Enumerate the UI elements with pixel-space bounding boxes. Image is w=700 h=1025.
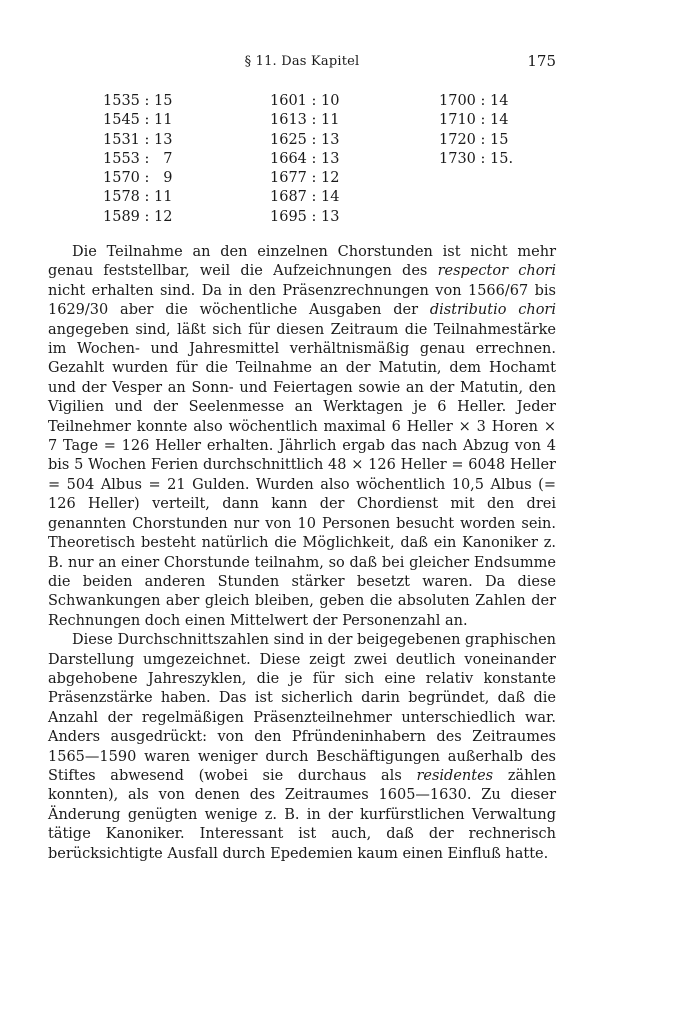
page-number: 175 (527, 52, 556, 70)
table-cell: 1695 : 13 (270, 208, 340, 225)
text-run: angegeben sind, läßt sich für diesen Zeitraum die Teilnahmestärke im Wochen- und Jahresmittel verhältnismäßig genau errechnen. Gezahlt wurden für die Teilnahme an der Matutin, dem Hochamt und der Vesper an Sonn- und Feiertagen sowie an der Matutin, den Vigilien und der Seelenmesse an Werktagen je 6 Heller. Jeder Teilnehmer konnte also wöchentlich maximal 6 Heller × 3 Horen × 7 Tage = 126 Heller erhalten. Jährlich ergab das nach Abzug von 4 bis 5 Wochen Ferien durchschnittlich 48 × 126 Heller = 6048 Heller = 504 Albus = 21 Gulden. Wurden also wöchentlich 10,5 Albus (= 126 Heller) verteilt, dann kann der Chordienst mit den drei genannten Chorstunden nur von 10 Personen besucht worden sein. Theoretisch besteht natürlich die Möglichkeit, daß ein Kanoniker z. B. nur an einer Chorstunde teilnahm, so daß bei gleicher Endsumme die beiden anderen Stunden stärker besetzt waren. Da diese Schwankungen aber gleich bleiben, geben die absoluten Zahlen der Rechnungen doch einen Mittelwert der Personenzahl an. (48, 321, 556, 629)
table-cell: 1531 : 13 (103, 131, 173, 148)
table-cell: 1613 : 11 (270, 112, 340, 129)
table-cell: 1687 : 14 (270, 189, 340, 206)
table-cell: 1677 : 12 (270, 170, 340, 187)
table-cell: 1720 : 15 (439, 131, 509, 148)
table-cell: 1730 : 15. (439, 150, 514, 167)
table-column-3 (439, 92, 513, 169)
table-cell: 1625 : 13 (270, 131, 340, 148)
table-cell: 1664 : 13 (270, 150, 340, 167)
italic-term: residentes (416, 767, 494, 784)
paragraph-1 (48, 243, 556, 631)
table-cell: 1535 : 15 (103, 93, 173, 109)
text-run: zählen konnten), als von denen des Zeitraumes 1605—1630. Zu dieser Änderung genügten wenige z. B. in der kurfürstlichen Verwaltung tätige Kanoniker. Interessant ist auch, daß der rechnerisch berücksichtigte Ausfall durch Epedemien kaum einen Einfluß hatte. (48, 767, 556, 862)
table-column-1 (103, 92, 172, 227)
table-column-2 (270, 92, 339, 227)
table-cell: 1601 : 10 (270, 93, 340, 109)
running-head (48, 52, 556, 72)
body-text (48, 243, 556, 864)
text-run: Diese Durchschnittszahlen sind in der beigegebenen graphischen Darstellung umgezeichnet. Diese zeigt zwei deutlich voneinander abgehobene Jahreszyklen, die je für sich eine relativ konstante Präsenzstärke haben. Das ist sicherlich darin begründet, daß die Anzahl der regelmäßigen Präsenzteilnehmer unterschiedlich war. Anders ausgedrückt: von den Pfründeninhabern des Zeitraumes 1565—1590 waren weniger durch Beschäftigungen außerhalb des Stiftes abwesend (wobei sie durchaus als (48, 632, 556, 784)
table-cell: 1700 : 14 (439, 93, 509, 109)
table-cell: 1578 : 11 (103, 189, 173, 206)
italic-term: distributio chori (429, 302, 556, 319)
paragraph-2 (48, 631, 556, 864)
text-run: nicht erhalten sind. Da in den Präsenzrechnungen von 1566/67 bis 1629/30 aber die wöchentliche Ausgaben der (48, 282, 556, 319)
text-run: Die Teilnahme an den einzelnen Chorstunden ist nicht mehr genau feststellbar, weil die Aufzeichnungen des (48, 244, 556, 280)
section-title: § 11. Das Kapitel (244, 54, 360, 69)
table-cell: 1710 : 14 (439, 112, 509, 129)
table-cell: 1570 : 9 (103, 170, 173, 187)
italic-term: respector chori (437, 263, 556, 280)
table-cell: 1589 : 12 (103, 208, 173, 225)
table-cell: 1553 : 7 (103, 150, 173, 167)
table-cell: 1545 : 11 (103, 112, 173, 129)
